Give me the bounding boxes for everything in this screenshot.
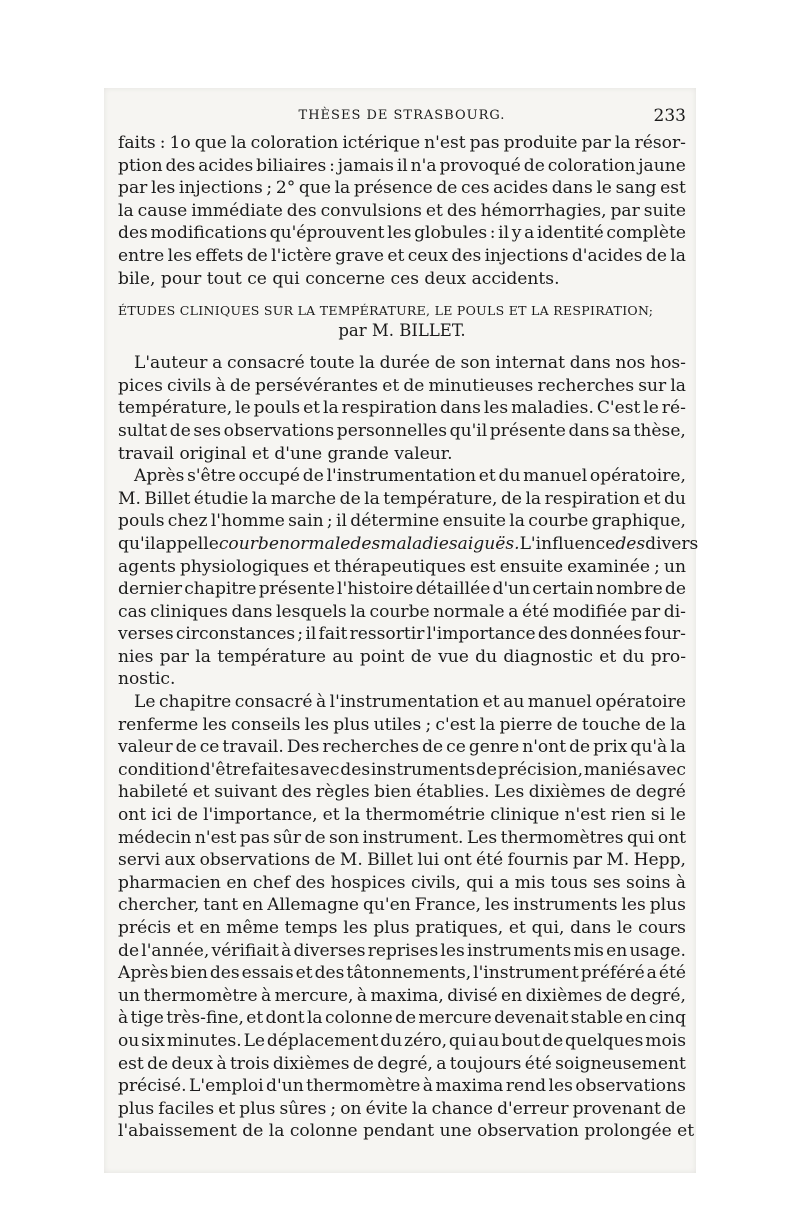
text-line: qu'il appelle courbe normale des maladies aiguës. L'influence des divers: [118, 533, 699, 554]
text-line: chercher, tant en Allemagne qu'en France, les instruments les plus: [118, 895, 686, 916]
text-line: Après bien des essais et des tâtonnements, l'instrument préféré a été: [118, 963, 686, 984]
text-line: température, le pouls et la respiration dans les maladies. C'est le ré-: [118, 398, 686, 419]
text-line: faits : 1o que la coloration ictérique n'est pas produite par la résor-: [118, 133, 686, 153]
text-line: un thermomètre à mercure, à maxima, divisé en dixièmes de degré,: [118, 985, 686, 1006]
text-line: M. Billet étudie la marche de la température, de la respiration et du: [118, 488, 686, 509]
text-line: Le chapitre consacré à l'instrumentation et au manuel opératoire: [134, 692, 686, 713]
text-line: plus faciles et plus sûres ; on évite la chance d'erreur provenant de: [118, 1098, 686, 1119]
text-line: Après s'être occupé de l'instrumentation et du manuel opératoire,: [134, 466, 686, 487]
text-line: travail original et d'une grande valeur.: [118, 443, 453, 464]
running-title: THÈSES DE STRASBOURG.: [298, 108, 506, 123]
paragraph: [118, 691, 695, 1143]
text-line: habileté et suivant des règles bien établies. Les dixièmes de degré: [118, 782, 686, 803]
text-line: servi aux observations de M. Billet lui ont été fournis par M. Hepp,: [118, 850, 686, 871]
text-line: agents physiologiques et thérapeutiques est ensuite examinée ; un: [118, 556, 686, 577]
text-line: ption des acides biliaires : jamais il n'a provoqué de coloration jaune: [118, 155, 686, 176]
section-byline: par M. BILLET.: [338, 321, 466, 341]
text-line: pharmacien en chef des hospices civils, qui a mis tous ses soins à: [118, 872, 686, 893]
text-line: est de deux à trois dixièmes de degré, a toujours été soigneusement: [118, 1053, 686, 1074]
text-line: l'abaissement de la colonne pendant une observation prolongée et: [118, 1121, 695, 1142]
text-line: par les injections ; 2° que la présence de ces acides dans le sang est: [118, 178, 686, 199]
paragraph: [118, 352, 686, 465]
text-line: valeur de ce travail. Des recherches de ce genre n'ont de prix qu'à la: [118, 737, 686, 758]
text-line: à tige très-fine, et dont la colonne de mercure devenait stable en cinq: [118, 1008, 686, 1029]
page-number: 233: [653, 106, 686, 126]
text-line: nostic.: [118, 669, 176, 690]
text-line: nies par la température au point de vue du diagnostic et du pro-: [118, 646, 686, 667]
text-line: des modifications qu'éprouvent les globules : il y a identité complète: [118, 223, 686, 244]
text-line: renferme les conseils les plus utiles ; c'est la pierre de touche de la: [118, 714, 686, 735]
page-header: [118, 108, 686, 130]
text-line: condition d'être faites avec des instruments de précision, maniés avec: [118, 759, 686, 780]
text-line: entre les effets de l'ictère grave et ceux des injections d'acides de la: [118, 245, 686, 266]
text-line: précis et en même temps les plus pratiques, et qui, dans le cours: [118, 918, 686, 938]
text-line: ou six minutes. Le déplacement du zéro, qui au bout de quelques mois: [118, 1030, 686, 1051]
text-line: L'auteur a consacré toute la durée de son internat dans nos hos-: [134, 353, 686, 374]
text-line: la cause immédiate des convulsions et des hémorrhagies, par suite: [118, 200, 686, 221]
text-line: bile, pour tout ce qui concerne ces deux accidents.: [118, 268, 560, 289]
body-text: [118, 132, 699, 1143]
text-line: ont ici de l'importance, et la thermométrie clinique n'est rien si le: [118, 805, 686, 826]
text-line: de l'année, vérifiait à diverses reprises les instruments mis en usage.: [118, 940, 686, 961]
text-line: pouls chez l'homme sain ; il détermine ensuite la courbe graphique,: [118, 511, 686, 532]
paragraph: [118, 132, 686, 290]
paragraph: [118, 465, 699, 691]
text-line: cas cliniques dans lesquels la courbe normale a été modifiée par di-: [118, 601, 686, 622]
text-line: sultat de ses observations personnelles qu'il présente dans sa thèse,: [118, 420, 686, 441]
text-line: médecin n'est pas sûr de son instrument. Les thermomètres qui ont: [118, 827, 686, 848]
section-heading: ÉTUDES CLINIQUES SUR LA TEMPÉRATURE, LE POULS ET LA RESPIRATION;: [118, 303, 654, 319]
text-line: pices civils à de persévérantes et de minutieuses recherches sur la: [118, 375, 686, 396]
text-line: précisé. L'emploi d'un thermomètre à maxima rend les observations: [118, 1076, 686, 1097]
text-line: dernier chapitre présente l'histoire détaillée d'un certain nombre de: [118, 579, 686, 600]
text-line: verses circonstances ; il fait ressortir l'importance des données four-: [118, 624, 686, 645]
